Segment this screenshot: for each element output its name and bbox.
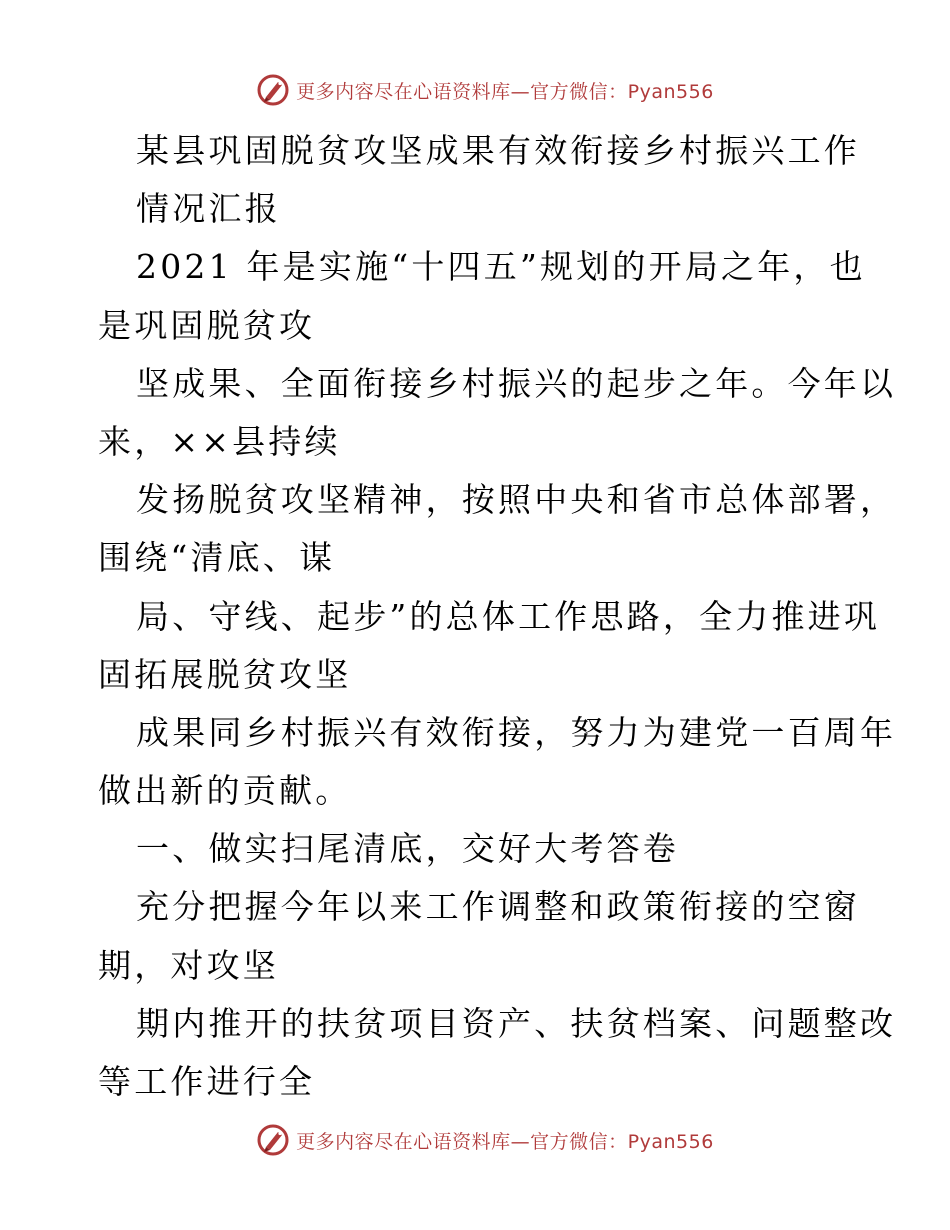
banner-text: 更多内容尽在心语资料库—官方微信：Pyan556 — [296, 80, 714, 103]
footer-watermark-banner — [0, 1120, 950, 1160]
pen-circle-icon — [256, 1123, 290, 1157]
doc-line: 做出新的贡献。 — [98, 771, 352, 811]
doc-line: 情况汇报 — [136, 189, 281, 229]
section-heading: 一、做实扫尾清底，交好大考答卷 — [136, 829, 679, 869]
doc-line: 坚成果、全面衔接乡村振兴的起步之年。今年以 — [136, 363, 897, 403]
doc-line: 充分把握今年以来工作调整和政策衔接的空窗 — [136, 887, 860, 927]
banner-content — [256, 73, 714, 107]
header-watermark-banner — [0, 70, 950, 110]
doc-line: 围绕“清底、谋 — [98, 538, 336, 578]
doc-line: 成果同乡村振兴有效衔接，努力为建党一百周年 — [136, 712, 897, 752]
doc-line: 发扬脱贫攻坚精神，按照中央和省市总体部署， — [136, 480, 897, 520]
doc-line: 期内推开的扶贫项目资产、扶贫档案、问题整改 — [136, 1003, 897, 1043]
doc-line: 期，对攻坚 — [98, 945, 279, 985]
doc-line: 是巩固脱贫攻 — [98, 305, 316, 345]
doc-line: 某县巩固脱贫攻坚成果有效衔接乡村振兴工作 — [136, 131, 860, 170]
pen-circle-icon — [256, 73, 290, 107]
doc-line: 来，××县持续 — [98, 421, 341, 461]
doc-line: 局、守线、起步”的总体工作思路，全力推进巩 — [136, 596, 881, 636]
doc-line: 固拓展脱贫攻坚 — [98, 654, 352, 694]
banner-text: 更多内容尽在心语资料库—官方微信：Pyan556 — [296, 1130, 714, 1153]
banner-content — [256, 1123, 714, 1157]
doc-line: 2021 年是实施“十四五”规划的开局之年，也 — [136, 247, 866, 287]
document-body — [0, 122, 950, 1111]
doc-line: 等工作进行全 — [98, 1062, 316, 1101]
